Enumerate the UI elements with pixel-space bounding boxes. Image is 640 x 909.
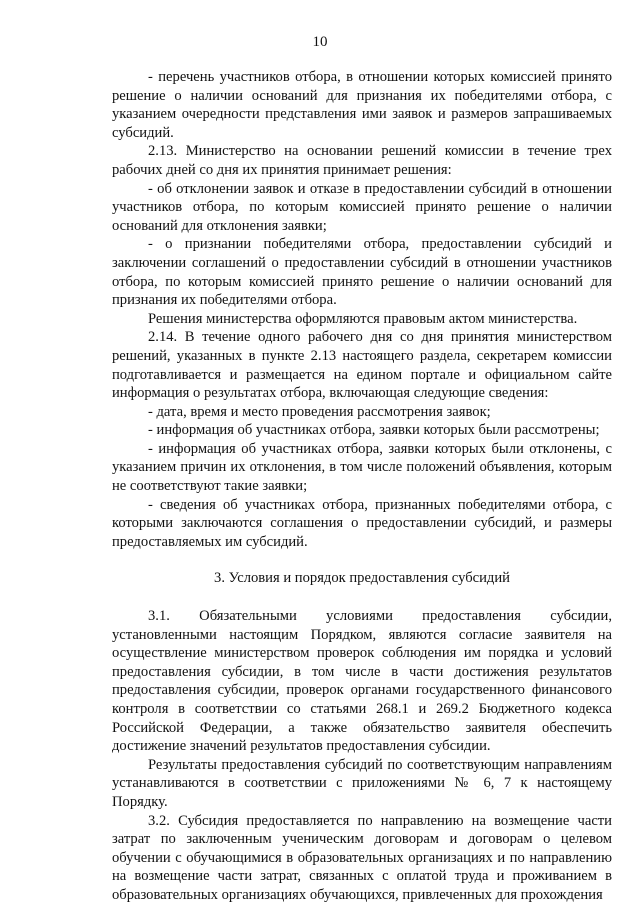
paragraph-2-14: 2.14. В течение одного рабочего дня со дня принятия министерством решений, указанных в пункте 2.13 настоящего раздела, секретарем комиссии подготавливается и размещается на едином портале и официальном сайте информация о результатах отбора, включающая следующие сведения: xyxy=(112,329,612,402)
list-item-reviewed-participants: - информация об участниках отбора, заявки которых были рассмотрены; xyxy=(148,422,600,439)
page-number: 10 xyxy=(312,34,328,50)
paragraph-3-1: 3.1. Обязательными условиями предоставления субсидии, установленными настоящим Порядком, являются согласие заявителя на осуществление министерством проверок соблюдения им порядка и условий предоставления субсидии, в том числе в части достижения результатов предоставления субсидии, проверок органами государственного финансового контроля в соответствии со статьями 268.1 и 269.2 Бюджетного кодекса Российской Федерации, а также обязательство заявителя обеспечить достижение значений результатов предоставления субсидии. xyxy=(112,608,612,755)
section-heading: 3. Условия и порядок предоставления субсидий xyxy=(214,570,510,587)
list-item-rejected-participants: - информация об участниках отбора, заявки которых были отклонены, с указанием причин их отклонения, в том числе положений объявления, которым не соответствуют такие заявки; xyxy=(112,440,612,495)
paragraph-rejection: - об отклонении заявок и отказе в предоставлении субсидий в отношении участников отбора, по которым комиссией принято решение о наличии оснований для отклонения заявки; xyxy=(112,180,612,234)
document-body xyxy=(112,68,612,905)
paragraph-winners: - о признании победителями отбора, предоставлении субсидий и заключении соглашений о предоставлении субсидий в отношении участников отбора, по которым комиссией принято решение о наличии оснований для признания их победителями отбора. xyxy=(112,236,612,309)
paragraph-participants-list: - перечень участников отбора, в отношении которых комиссией принято решение о наличии оснований для признания их победителями отбора, с указанием очередности представления ими заявок и размеров запрашиваемых субсидий. xyxy=(112,69,612,141)
list-item-winning-participants: - сведения об участниках отбора, признанных победителями отбора, с которыми заключаются соглашения о предоставлении субсидий, и размеры предоставляемых им субсидий. xyxy=(112,496,612,550)
paragraph-results: Результаты предоставления субсидий по соответствующим направлениям устанавливаются в соответствии с приложениями № 6, 7 к настоящему Порядку. xyxy=(112,756,612,810)
paragraph-ministry-decisions: Решения министерства оформляются правовым актом министерства. xyxy=(148,310,578,327)
paragraph-2-13: 2.13. Министерство на основании решений комиссии в течение трех рабочих дней со дня их принятия принимает решения: xyxy=(112,143,612,178)
paragraph-3-2: 3.2. Субсидия предоставляется по направлению на возмещение части затрат по заключенным ученическим договорам и договорам о целевом обучении с обучающимися в образовательных организациях и по направлению на возмещение части затрат, связанных с оплатой труда и проживанием в образовательных организациях обучающихся, привлеченных для прохождения xyxy=(112,812,612,903)
list-item-date-time-place: - дата, время и место проведения рассмотрения заявок; xyxy=(148,403,491,420)
